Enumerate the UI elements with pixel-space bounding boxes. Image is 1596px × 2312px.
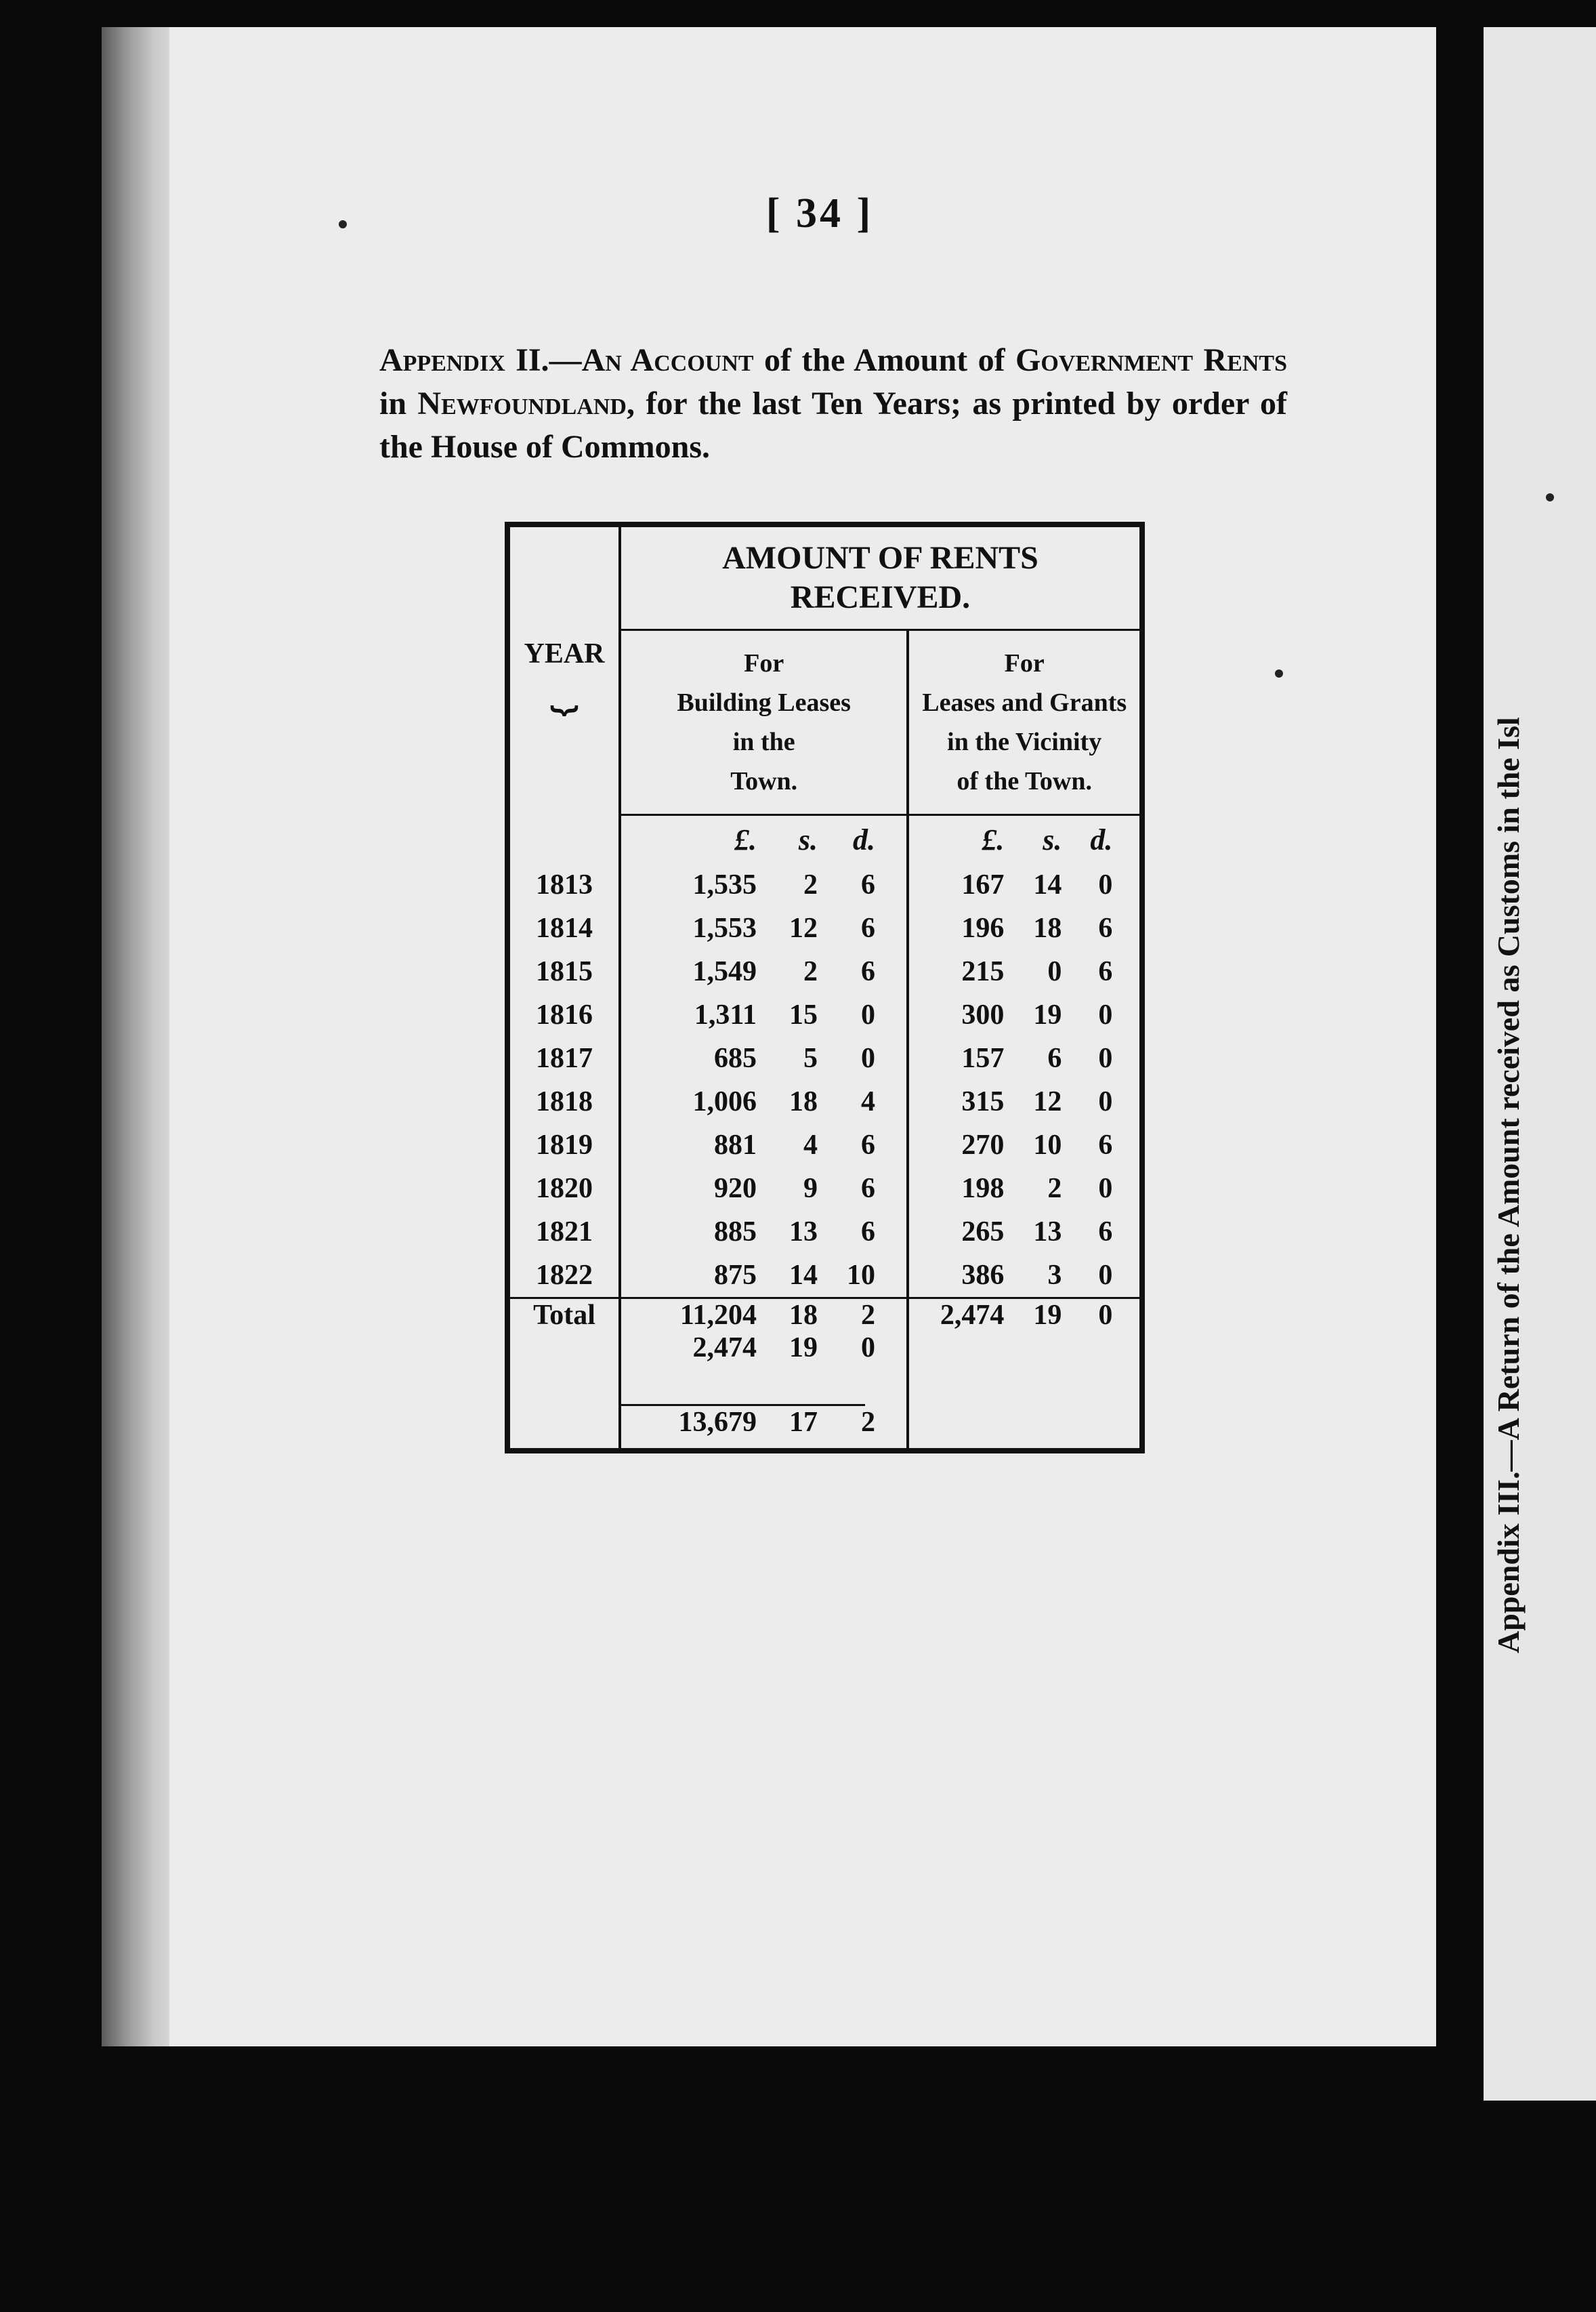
pence: 0 <box>1098 1173 1113 1204</box>
ink-spot <box>339 220 347 228</box>
heading-text-2: in <box>379 386 418 421</box>
facing-page <box>1470 27 1596 2101</box>
building-header-line: For <box>744 649 784 678</box>
shillings: 2 <box>803 956 818 987</box>
vicinity-header-line: For <box>1004 649 1045 678</box>
shillings: 18 <box>789 1086 818 1117</box>
building-header-line: in the <box>732 728 795 756</box>
year-cell: 1816 <box>507 993 620 1037</box>
table-row <box>507 1167 1142 1210</box>
building-amount <box>620 950 908 993</box>
total-vicinity <box>908 1298 1142 1395</box>
appendix-heading <box>379 339 1287 469</box>
vicinity-amount <box>908 950 1142 993</box>
table-row <box>507 1254 1142 1298</box>
pence: 6 <box>861 1173 875 1204</box>
table-row <box>507 907 1142 950</box>
building-amount <box>620 1123 908 1167</box>
pounds: 685 <box>714 1043 757 1074</box>
vicinity-amount <box>908 1254 1142 1298</box>
pence: 6 <box>1098 1130 1113 1161</box>
vicinity-amount <box>908 1123 1142 1167</box>
table-row <box>507 1210 1142 1254</box>
building-header-line: Building Leases <box>677 688 851 717</box>
grand-total-row <box>507 1394 1142 1451</box>
total-pence: 0 <box>1098 1300 1113 1331</box>
total-building <box>620 1298 908 1395</box>
pounds: 167 <box>961 869 1005 901</box>
brace-ornament: ⏟ <box>550 661 579 714</box>
year-header: YEAR <box>524 638 605 670</box>
pence: 6 <box>1098 1216 1113 1247</box>
pence: 6 <box>861 1130 875 1161</box>
grand-total-year-cell <box>507 1394 620 1451</box>
shillings: 4 <box>803 1130 818 1161</box>
heading-government: Government <box>1015 342 1194 378</box>
book-spine-edge <box>102 27 176 2046</box>
pence: 6 <box>861 1216 875 1247</box>
shillings: 14 <box>1033 869 1062 901</box>
year-cell: 1813 <box>507 863 620 907</box>
unit-pence: d. <box>853 823 875 856</box>
total-row <box>507 1298 1142 1395</box>
pence: 6 <box>1098 913 1113 944</box>
table-row <box>507 993 1142 1037</box>
vicinity-amount <box>908 907 1142 950</box>
pence: 0 <box>1098 1260 1113 1291</box>
pounds: 1,311 <box>694 999 757 1031</box>
pence: 6 <box>861 913 875 944</box>
pence: 0 <box>861 1043 875 1074</box>
year-cell: 1819 <box>507 1123 620 1167</box>
pounds: 300 <box>961 999 1005 1031</box>
pounds: 1,535 <box>692 869 757 901</box>
vicinity-amount <box>908 1210 1142 1254</box>
shillings: 12 <box>1033 1086 1062 1117</box>
table-row <box>507 1037 1142 1080</box>
heading-newfoundland: Newfoundland <box>417 386 627 421</box>
pounds: 315 <box>961 1086 1005 1117</box>
pence: 6 <box>861 956 875 987</box>
amount-header <box>620 524 1142 630</box>
unit-pounds: £. <box>734 823 757 856</box>
table-row <box>507 863 1142 907</box>
vicinity-amount <box>908 993 1142 1037</box>
shillings: 2 <box>803 869 818 901</box>
building-amount <box>620 1254 908 1298</box>
shillings: 13 <box>1033 1216 1062 1247</box>
vicinity-leases-header <box>908 630 1142 815</box>
table-row <box>507 1123 1142 1167</box>
grand-pence: 2 <box>861 1406 875 1438</box>
vicinity-header-line: in the Vicinity <box>947 728 1102 756</box>
year-cell: 1815 <box>507 950 620 993</box>
facing-page-title: Appendix III.—A Return of the Amount received as Customs in the Isl <box>1491 717 1526 1653</box>
ink-spot <box>1546 493 1554 501</box>
table-row <box>507 950 1142 993</box>
shillings: 5 <box>803 1043 818 1074</box>
pounds: 215 <box>961 956 1005 987</box>
building-amount <box>620 863 908 907</box>
year-header-cell <box>507 524 620 815</box>
pounds: 881 <box>714 1130 757 1161</box>
amount-header-line1: AMOUNT OF RENTS <box>722 540 1038 576</box>
pounds: 386 <box>961 1260 1005 1291</box>
pounds: 198 <box>961 1173 1005 1204</box>
pounds: 920 <box>714 1173 757 1204</box>
shillings: 19 <box>1033 999 1062 1031</box>
pence: 0 <box>1098 1086 1113 1117</box>
shillings: 3 <box>1047 1260 1062 1291</box>
vicinity-amount <box>908 1080 1142 1123</box>
pence: 6 <box>861 869 875 901</box>
vicinity-header-line: Leases and Grants <box>922 688 1127 717</box>
heading-appendix: Appendix II. <box>379 342 549 378</box>
pence: 4 <box>861 1086 875 1117</box>
added-shillings: 19 <box>789 1332 818 1363</box>
year-cell: 1818 <box>507 1080 620 1123</box>
heading-dash: — <box>549 342 582 378</box>
pounds: 270 <box>961 1130 1005 1161</box>
year-cell: 1821 <box>507 1210 620 1254</box>
building-amount <box>620 1037 908 1080</box>
grand-total-vicinity-cell <box>908 1394 1142 1451</box>
building-amount <box>620 993 908 1037</box>
ink-spot <box>1275 669 1283 678</box>
building-amount <box>620 1080 908 1123</box>
data-rows <box>507 863 1142 1298</box>
year-cell: 1822 <box>507 1254 620 1298</box>
vicinity-amount <box>908 863 1142 907</box>
shillings: 6 <box>1047 1043 1062 1074</box>
pence: 10 <box>847 1260 875 1291</box>
grand-total <box>620 1394 908 1451</box>
pence: 0 <box>1098 999 1113 1031</box>
heading-rents: Rents <box>1203 342 1288 378</box>
grand-pounds: 13,679 <box>678 1406 757 1438</box>
page-gutter <box>1436 27 1484 2101</box>
heading-text-1: of the Amount of <box>753 342 1015 378</box>
shillings: 0 <box>1047 956 1062 987</box>
rents-table <box>505 522 1145 1453</box>
total-shillings: 18 <box>789 1300 818 1331</box>
shillings: 15 <box>789 999 818 1031</box>
pence: 0 <box>1098 1043 1113 1074</box>
vicinity-units <box>908 815 1142 864</box>
added-pounds: 2,474 <box>692 1332 757 1363</box>
total-pounds: 2,474 <box>940 1300 1005 1331</box>
units-row <box>507 815 1142 864</box>
year-cell: 1814 <box>507 907 620 950</box>
vicinity-amount <box>908 1167 1142 1210</box>
building-leases-header <box>620 630 908 815</box>
shillings: 9 <box>803 1173 818 1204</box>
grand-shillings: 17 <box>789 1406 818 1438</box>
building-amount <box>620 1210 908 1254</box>
heading-account: An Account <box>581 342 754 378</box>
pounds: 1,553 <box>692 913 757 944</box>
pence: 0 <box>861 999 875 1031</box>
page-number: [ 34 ] <box>765 190 874 236</box>
unit-pence: d. <box>1090 823 1113 856</box>
shillings: 12 <box>789 913 818 944</box>
unit-pounds: £. <box>982 823 1005 856</box>
building-header-line: Town. <box>730 767 798 796</box>
building-amount <box>620 907 908 950</box>
vicinity-amount <box>908 1037 1142 1080</box>
shillings: 13 <box>789 1216 818 1247</box>
total-pounds: 11,204 <box>679 1300 757 1331</box>
units-year-cell <box>507 815 620 864</box>
unit-shillings: s. <box>1043 823 1062 856</box>
shillings: 14 <box>789 1260 818 1291</box>
pounds: 875 <box>714 1260 757 1291</box>
total-label: Total <box>507 1298 620 1395</box>
pounds: 885 <box>714 1216 757 1247</box>
pounds: 1,006 <box>692 1086 757 1117</box>
shillings: 2 <box>1047 1173 1062 1204</box>
heading-text-3: , for the last Ten Years; as printed by order of the House of Commons. <box>379 386 1287 465</box>
building-units <box>620 815 908 864</box>
pounds: 196 <box>961 913 1005 944</box>
added-pence: 0 <box>861 1332 875 1363</box>
total-pence: 2 <box>861 1300 875 1331</box>
pence: 6 <box>1098 956 1113 987</box>
total-shillings: 19 <box>1033 1300 1062 1331</box>
year-cell: 1820 <box>507 1167 620 1210</box>
unit-shillings: s. <box>798 823 818 856</box>
table-row <box>507 1080 1142 1123</box>
pounds: 1,549 <box>692 956 757 987</box>
building-amount <box>620 1167 908 1210</box>
amount-header-line2: RECEIVED. <box>790 579 971 615</box>
pounds: 157 <box>961 1043 1005 1074</box>
shillings: 18 <box>1033 913 1062 944</box>
pounds: 265 <box>961 1216 1005 1247</box>
shillings: 10 <box>1033 1130 1062 1161</box>
year-cell: 1817 <box>507 1037 620 1080</box>
pence: 0 <box>1098 869 1113 901</box>
vicinity-header-line: of the Town. <box>957 767 1092 796</box>
